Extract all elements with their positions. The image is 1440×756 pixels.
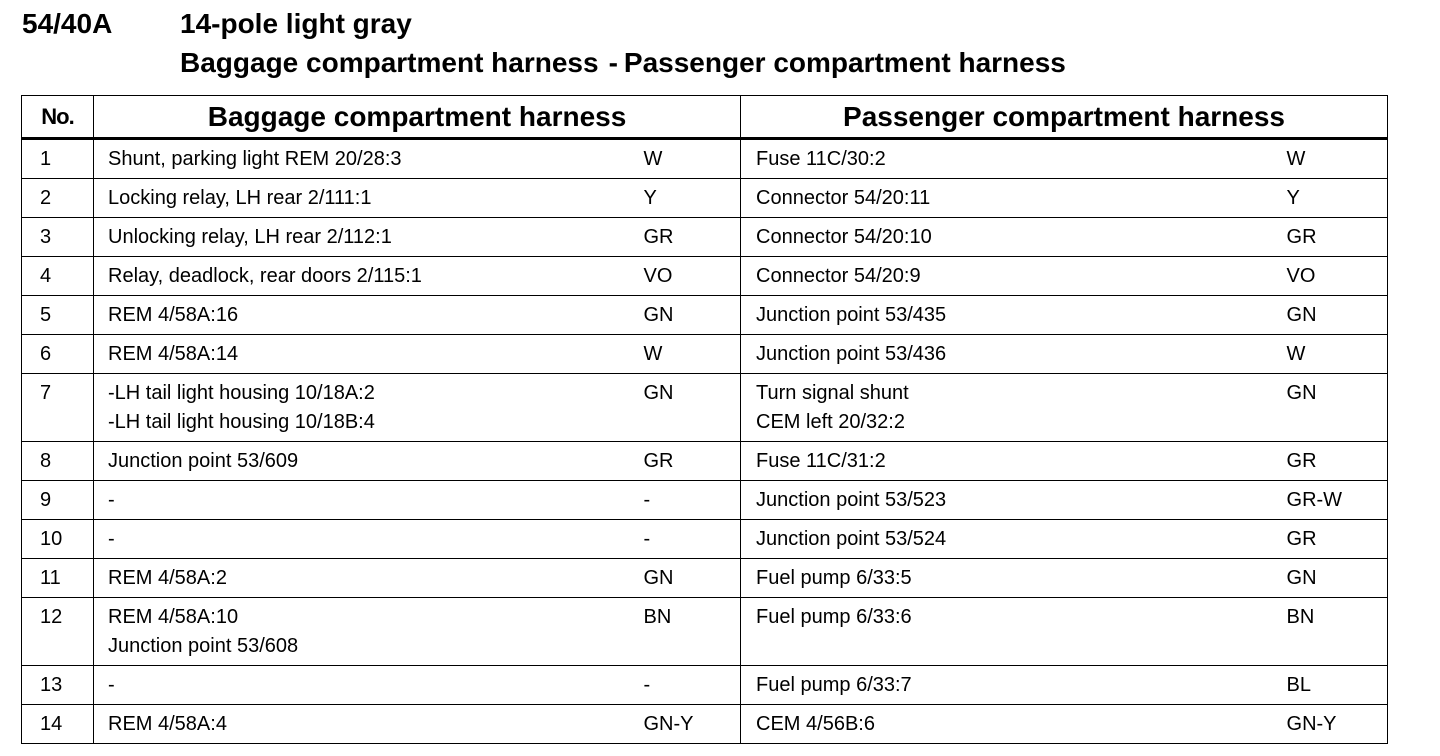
baggage-description: [94, 442, 630, 481]
baggage-description: [94, 598, 630, 666]
baggage-wire-color: Y: [630, 179, 741, 218]
baggage-wire-color: BN: [630, 598, 741, 666]
passenger-description: [741, 705, 1271, 744]
passenger-description-line: Connector 54/20:10: [756, 226, 932, 248]
passenger-description: [741, 666, 1271, 705]
pin-number: 4: [22, 257, 94, 296]
passenger-description-line: Junction point 53/435: [756, 304, 947, 326]
passenger-description-line: Fuel pump 6/33:6: [756, 606, 912, 628]
baggage-description-line: Locking relay, LH rear 2/111:1: [108, 187, 372, 209]
baggage-description: [94, 218, 630, 257]
pin-table-body: [22, 139, 1388, 744]
pin-table: [21, 95, 1388, 744]
baggage-description: [94, 666, 630, 705]
passenger-description: [741, 257, 1271, 296]
passenger-wire-color: GR: [1271, 442, 1388, 481]
pin-number: 2: [22, 179, 94, 218]
baggage-description-line: REM 4/58A:2: [108, 567, 227, 589]
baggage-wire-color: W: [630, 139, 741, 179]
baggage-wire-color: W: [630, 335, 741, 374]
baggage-description-line: Unlocking relay, LH rear 2/112:1: [108, 226, 392, 248]
baggage-wire-color: -: [630, 520, 741, 559]
passenger-description: [741, 179, 1271, 218]
passenger-description: [741, 481, 1271, 520]
pin-number: 3: [22, 218, 94, 257]
passenger-description: [741, 598, 1271, 666]
table-row: [22, 218, 1388, 257]
baggage-description: [94, 139, 630, 179]
baggage-description-line: REM 4/58A:4: [108, 713, 227, 735]
baggage-wire-color: VO: [630, 257, 741, 296]
passenger-description-line: Fuse 11C/31:2: [756, 450, 886, 472]
baggage-description-line: Junction point 53/609: [108, 450, 299, 472]
baggage-description: [94, 520, 630, 559]
baggage-description-line: Junction point 53/608: [108, 635, 299, 657]
passenger-description: [741, 139, 1271, 179]
pin-number: 12: [22, 598, 94, 666]
pin-number: 9: [22, 481, 94, 520]
table-row: [22, 179, 1388, 218]
pin-number: 7: [22, 374, 94, 442]
passenger-description-line: Connector 54/20:9: [756, 265, 921, 287]
passenger-wire-color: W: [1271, 139, 1388, 179]
baggage-wire-color: GN-Y: [630, 705, 741, 744]
baggage-description: [94, 179, 630, 218]
pin-number: 5: [22, 296, 94, 335]
pin-number: 1: [22, 139, 94, 179]
baggage-description-line: -LH tail light housing 10/18A:2: [108, 382, 375, 404]
baggage-description-line: -LH tail light housing 10/18B:4: [108, 411, 375, 433]
baggage-description: [94, 705, 630, 744]
baggage-wire-color: -: [630, 666, 741, 705]
baggage-wire-color: GR: [630, 442, 741, 481]
passenger-description-line: Fuel pump 6/33:7: [756, 674, 912, 696]
passenger-wire-color: VO: [1271, 257, 1388, 296]
passenger-description: [741, 374, 1271, 442]
baggage-description-line: REM 4/58A:14: [108, 343, 239, 365]
passenger-description-line: CEM 4/56B:6: [756, 713, 875, 735]
passenger-description: [741, 442, 1271, 481]
passenger-wire-color: GN: [1271, 296, 1388, 335]
table-row: [22, 481, 1388, 520]
subtitle-left: Baggage compartment harness: [180, 47, 599, 78]
passenger-description-line: Connector 54/20:11: [756, 187, 931, 209]
passenger-wire-color: BL: [1271, 666, 1388, 705]
baggage-wire-color: -: [630, 481, 741, 520]
table-row: [22, 374, 1388, 442]
connector-title: 14-pole light gray: [180, 8, 412, 39]
passenger-description: [741, 520, 1271, 559]
baggage-description-line: REM 4/58A:10: [108, 606, 239, 628]
pin-number: 14: [22, 705, 94, 744]
passenger-description-line: Junction point 53/436: [756, 343, 947, 365]
passenger-description-line: CEM left 20/32:2: [756, 411, 905, 433]
baggage-wire-color: GN: [630, 374, 741, 442]
baggage-description: [94, 559, 630, 598]
pin-number: 10: [22, 520, 94, 559]
passenger-description: [741, 296, 1271, 335]
connector-subtitle: [180, 47, 1066, 79]
header-baggage: Baggage compartment harness: [94, 96, 741, 139]
passenger-wire-color: BN: [1271, 598, 1388, 666]
baggage-wire-color: GN: [630, 559, 741, 598]
table-row: [22, 257, 1388, 296]
connector-code: 54/40A: [22, 8, 113, 39]
table-row: [22, 598, 1388, 666]
baggage-wire-color: GR: [630, 218, 741, 257]
baggage-description-line: -: [108, 489, 115, 511]
passenger-description-line: Junction point 53/523: [756, 489, 947, 511]
table-row: [22, 666, 1388, 705]
passenger-wire-color: GN: [1271, 559, 1388, 598]
passenger-description-line: Fuel pump 6/33:5: [756, 567, 912, 589]
subtitle-separator: -: [608, 47, 618, 78]
baggage-description-line: -: [108, 674, 115, 696]
baggage-wire-color: GN: [630, 296, 741, 335]
passenger-description: [741, 335, 1271, 374]
table-row: [22, 442, 1388, 481]
baggage-description-line: Shunt, parking light REM 20/28:3: [108, 148, 402, 170]
passenger-wire-color: W: [1271, 335, 1388, 374]
passenger-wire-color: GR: [1271, 218, 1388, 257]
passenger-description-line: Turn signal shunt: [756, 382, 909, 404]
table-row: [22, 520, 1388, 559]
pin-number: 11: [22, 559, 94, 598]
table-row: [22, 296, 1388, 335]
pin-number: 8: [22, 442, 94, 481]
header-passenger: Passenger compartment harness: [741, 96, 1388, 139]
baggage-description: [94, 257, 630, 296]
header-no: No.: [22, 96, 94, 139]
table-row: [22, 559, 1388, 598]
subtitle-right: Passenger compartment harness: [623, 47, 1066, 78]
passenger-wire-color: GR-W: [1271, 481, 1388, 520]
pin-number: 6: [22, 335, 94, 374]
baggage-description: [94, 374, 630, 442]
passenger-description: [741, 559, 1271, 598]
pin-number: 13: [22, 666, 94, 705]
passenger-description-line: Fuse 11C/30:2: [756, 148, 886, 170]
passenger-wire-color: GN-Y: [1271, 705, 1388, 744]
table-row: [22, 705, 1388, 744]
table-header-row: [22, 96, 1388, 139]
baggage-description-line: REM 4/58A:16: [108, 304, 239, 326]
baggage-description: [94, 296, 630, 335]
passenger-wire-color: Y: [1271, 179, 1388, 218]
baggage-description: [94, 481, 630, 520]
table-row: [22, 139, 1388, 179]
baggage-description-line: Relay, deadlock, rear doors 2/115:1: [108, 265, 422, 287]
baggage-description: [94, 335, 630, 374]
passenger-wire-color: GR: [1271, 520, 1388, 559]
baggage-description-line: -: [108, 528, 115, 550]
table-row: [22, 335, 1388, 374]
passenger-description-line: Junction point 53/524: [756, 528, 947, 550]
passenger-description: [741, 218, 1271, 257]
passenger-wire-color: GN: [1271, 374, 1388, 442]
